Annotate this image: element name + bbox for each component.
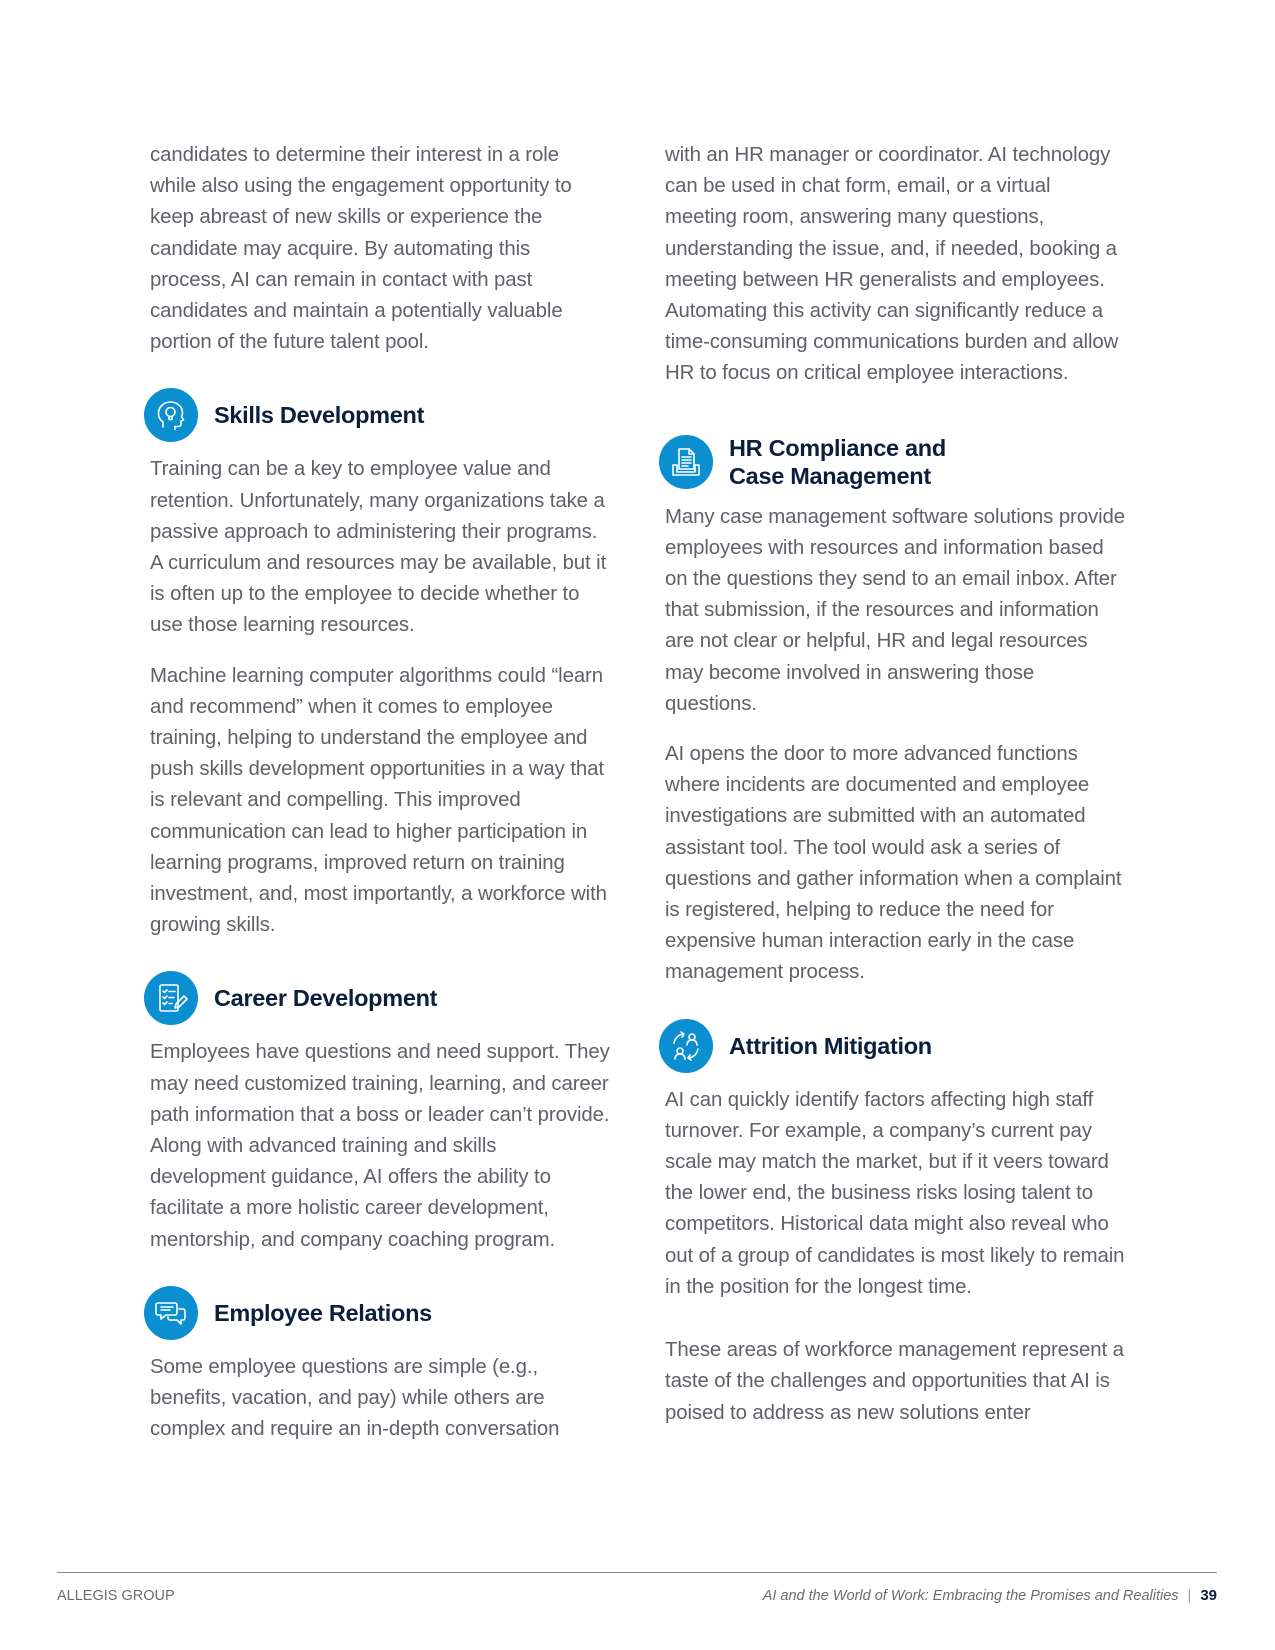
- footer-publication-title: AI and the World of Work: Embracing the Promises and Realities: [762, 1587, 1179, 1604]
- compliance-paragraph-1: Many case management software solutions provide employees with resources and information based on the questions they send to an email inbox. After that submission, if the resources and information are not clear or helpful, HR and legal resources may become involved in answering those questions.: [665, 505, 1125, 715]
- footer-right: [763, 1587, 1217, 1604]
- hr-compliance-heading: [729, 434, 946, 490]
- document-tray-icon: [659, 435, 713, 489]
- lightbulb-head-icon: [144, 388, 198, 442]
- hr-compliance-heading-line-1: HR Compliance and: [729, 434, 946, 461]
- chat-bubbles-icon: [144, 1286, 198, 1340]
- footer-divider: [57, 1572, 1217, 1573]
- hr-compliance-heading-line-2: Case Management: [729, 462, 931, 489]
- career-paragraph-1: Employees have questions and need support. They may need customized training, learning, and career path information that a boss or leader can’t provide. Along with advanced training and skills development guidance, AI offers the ability to facilitate a more holistic career development, mentorship, and company coaching program.: [150, 1041, 610, 1251]
- employee-relations-heading-row: [144, 1286, 610, 1340]
- checklist-icon: [144, 971, 198, 1025]
- skills-development-heading: Skills Development: [214, 402, 425, 429]
- left-column: [150, 140, 610, 1465]
- right-column: [665, 140, 1125, 1448]
- footer-company-name: ALLEGIS GROUP: [57, 1588, 175, 1604]
- attrition-mitigation-heading: Attrition Mitigation: [729, 1032, 932, 1059]
- skills-paragraph-2: Machine learning computer algorithms could “learn and recommend” when it comes to employee training, helping to understand the employee and push skills development opportunities in a way that is relevant and compelling. This improved communication can lead to higher participation in learning programs, improved return on training investment, and, most importantly, a workforce with growing skills.: [150, 664, 607, 937]
- footer-separator: |: [1187, 1587, 1192, 1604]
- page-number: 39: [1200, 1587, 1217, 1604]
- people-cycle-icon: [659, 1019, 713, 1073]
- closing-paragraph: These areas of workforce management represent a taste of the challenges and opportunities that AI is poised to address as new solutions enter: [665, 1339, 1124, 1424]
- career-development-heading: Career Development: [214, 985, 438, 1012]
- attrition-paragraph-1: AI can quickly identify factors affecting high staff turnover. For example, a company’s current pay scale may match the market, but if it veers toward the lower end, the business risks losing talent to competitors. Historical data might also reveal who out of a group of candidates is most likely to remain in the position for the longest time.: [665, 1088, 1125, 1298]
- right-intro-paragraph: with an HR manager or coordinator. AI technology can be used in chat form, email, or a virtual meeting room, answering many questions, understanding the issue, and, if needed, booking a meeting between HR generalists and employees. Automating this activity can significantly reduce a time-consuming communications burden and allow HR to focus on critical employee interactions.: [665, 144, 1119, 385]
- left-intro-paragraph: candidates to determine their interest in a role while also using the engagement opportunity to keep abreast of new skills or experience the candidate may acquire. By automating this process, AI can remain in contact with past candidates and maintain a potentially valuable portion of the future talent pool.: [150, 144, 572, 354]
- employee-relations-heading: Employee Relations: [214, 1299, 432, 1326]
- relations-paragraph-1: Some employee questions are simple (e.g., benefits, vacation, and pay) while others are complex and require an in-depth conversation: [150, 1355, 560, 1441]
- skills-development-heading-row: [144, 388, 610, 442]
- compliance-paragraph-2: AI opens the door to more advanced functions where incidents are documented and employee investigations are submitted with an automated assistant tool. The tool would ask a series of questions and gather information when a complaint is registered, helping to reduce the need for expensive human interaction early in the case management process.: [665, 743, 1122, 984]
- skills-paragraph-1: Training can be a key to employee value and retention. Unfortunately, many organizations take a passive approach to administering their programs. A curriculum and resources may be available, but it is often up to the employee to decide whether to use those learning resources.: [150, 458, 607, 637]
- hr-compliance-heading-row: [659, 434, 1125, 490]
- attrition-mitigation-heading-row: [659, 1019, 1125, 1073]
- career-development-heading-row: [144, 971, 610, 1025]
